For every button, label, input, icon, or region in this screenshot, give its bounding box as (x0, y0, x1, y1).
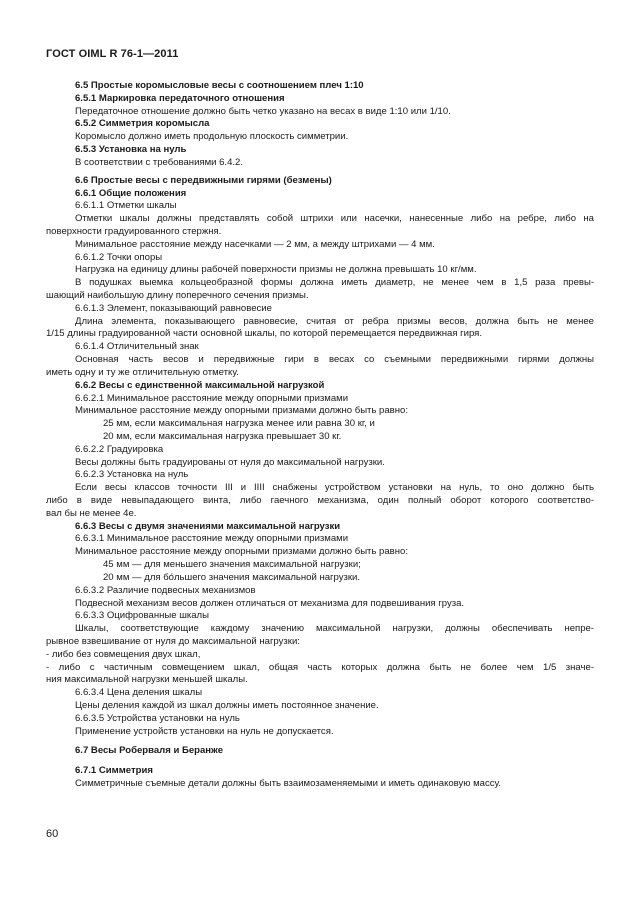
text-line: В подушках выемка кольцеобразной формы должна иметь диаметр, не менее чем в 1,5 раза превы- (75, 277, 594, 289)
section-heading: 6.5.1 Маркировка передаточного отношения (75, 92, 285, 104)
text-line: Шкалы, соответствующие каждому значению максимальной нагрузки, должны обеспечивать непре- (75, 623, 594, 635)
text-line: 6.6.2.3 Установка на нуль (75, 469, 189, 481)
text-line: 6.6.2.1 Минимальное расстояние между опорными призмами (75, 392, 349, 404)
text-line: 6.6.1.2 Точки опоры (75, 251, 163, 263)
text-line: Весы должны быть градуированы от нуля до максимальной нагрузки. (75, 456, 385, 468)
document-body (46, 80, 594, 791)
text-line: 6.6.1.3 Элемент, показывающий равновесие (75, 302, 272, 314)
text-line: 6.6.1.4 Отличительный знак (75, 341, 199, 353)
section-heading: 6.7.1 Симметрия (75, 765, 153, 777)
section-heading: 6.6 Простые весы с передвижными гирями (безмены) (75, 174, 332, 186)
text-line: Минимальное расстояние между опорными призмами должно быть равно: (75, 405, 408, 417)
text-line: вал бы не менее 4e. (46, 507, 137, 519)
text-line: рывное взвешивание от нуля до максимальной нагрузки: (46, 635, 300, 647)
text-line: 6.6.3.5 Устройства установки на нуль (75, 712, 240, 724)
text-line: 25 мм, если максимальная нагрузка менее или равна 30 кг, и (103, 418, 375, 430)
page-number: 60 (46, 828, 59, 840)
text-line: Минимальное расстояние между опорными призмами должно быть равно: (75, 546, 408, 558)
section-heading: 6.6.2 Весы с единственной максимальной нагрузкой (75, 379, 325, 391)
text-line: 6.6.3.1 Минимальное расстояние между опорными призмами (75, 533, 349, 545)
text-line: шающий наибольшую длину поперечного сечения призмы. (46, 290, 309, 301)
section-heading: 6.5 Простые коромысловые весы с соотношением плеч 1:10 (75, 80, 364, 91)
text-line: - либо без совмещения двух шкал, (46, 648, 201, 660)
text-line: иметь одну и ту же отличительную отметку. (46, 366, 239, 378)
text-line: Коромысло должно иметь продольную плоскость симметрии. (75, 131, 349, 143)
text-line: Симметричные съемные детали должны быть взаимозаменяемыми и иметь одинаковую массу. (75, 778, 502, 790)
text-line: Подвесной механизм весов должен отличаться от механизма для подвешивания груза. (75, 597, 465, 609)
text-line: 6.6.3.2 Различие подвесных механизмов (75, 584, 256, 596)
document-header: ГОСТ OIML R 76-1—2011 (46, 48, 179, 60)
text-line: Применение устройств установки на нуль не допускается. (75, 725, 334, 737)
text-line: 20 мм, если максимальная нагрузка превышает 30 кг. (103, 430, 342, 442)
text-line: Передаточное отношение должно быть четко указано на весах в виде 1:10 или 1/10. (75, 105, 451, 117)
section-heading: 6.7 Весы Роберваля и Беранже (75, 745, 224, 757)
text-line: Отметки шкалы должны представлять собой штрихи или насечки, нанесенные либо на ребре, либо на (75, 213, 594, 225)
section-gap (46, 738, 594, 745)
text-line: В соответствии с требованиями 6.4.2. (75, 156, 244, 168)
text-line: поверхности градуированного стержня. (46, 225, 222, 237)
text-line: Основная часть весов и передвижные гири в весах со съемными передвижными гирями должны (75, 354, 594, 366)
text-line: 20 мм — для бóльшего значения максимальной нагрузки. (103, 571, 361, 583)
section-heading: 6.5.2 Симметрия коромысла (75, 118, 210, 130)
text-line: Цены деления каждой из шкал должны иметь постоянное значение. (75, 700, 379, 711)
text-line: ния максимальной нагрузки меньшей шкалы. (46, 674, 248, 686)
section-heading: 6.5.3 Установка на нуль (75, 144, 187, 156)
text-line: Минимальное расстояние между насечками — 2 мм, а между штрихами — 4 мм. (75, 238, 435, 250)
text-line: 6.6.2.2 Градуировка (75, 443, 164, 455)
section-heading: 6.6.3 Весы с двумя значениями максимальной нагрузки (75, 520, 341, 532)
text-line: Нагрузка на единицу длины рабочей поверхности призмы не должна превышать 10 кг/мм. (75, 264, 477, 276)
text-line: - либо с частичным совмещением шкал, общая часть которых должна быть не более чем 1/5 значе- (46, 661, 594, 673)
section-heading: 6.6.1 Общие положения (75, 187, 187, 199)
text-line: либо в виде невыпадающего винта, либо гаечного механизма, один полный оборот которого соответство- (46, 495, 594, 506)
text-line: 45 мм — для меньшего значения максимальной нагрузки; (103, 559, 361, 571)
text-line: 6.6.1.1 Отметки шкалы (75, 200, 177, 212)
text-line: Длина элемента, показывающего равновесие, считая от ребра призмы весов, должна быть не менее (75, 315, 594, 327)
text-line: 6.6.3.4 Цена деления шкалы (75, 687, 203, 699)
text-line: 1/15 длины градуированной части основной шкалы, по которой перемещается передвижная гиря. (46, 328, 482, 340)
text-line: 6.6.3.3 Оцифрованные шкалы (75, 610, 209, 622)
section-gap (46, 758, 594, 765)
text-line: Если весы классов точности III и IIII снабжены устройством установки на нуль, то оно должно быть (75, 482, 594, 494)
